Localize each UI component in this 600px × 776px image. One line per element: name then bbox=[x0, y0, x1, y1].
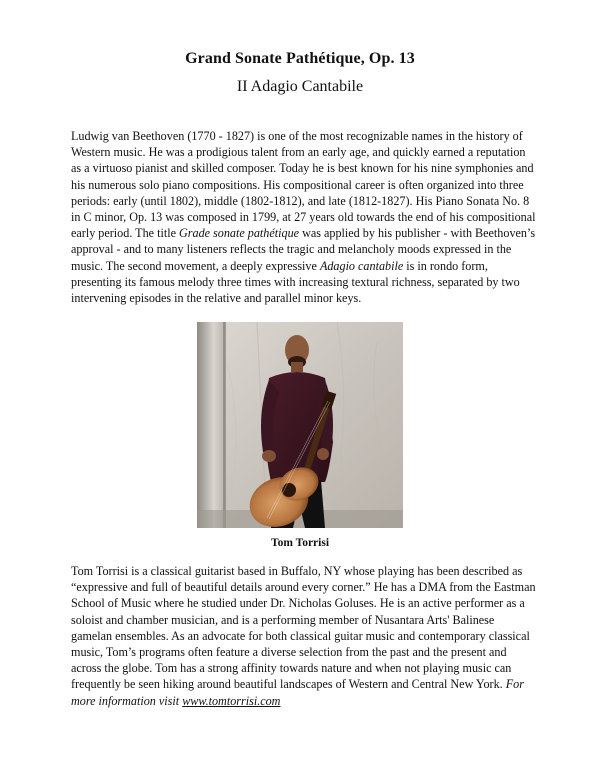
program-note-title-italic: Grade sonate pathétique bbox=[179, 226, 300, 241]
more-info-text: For more information visit bbox=[71, 677, 524, 708]
program-note-text-3: is in rondo form, presenting its famous melody three times with increasing textural richness, separated by two intervening episodes in the relative and parallel minor keys. bbox=[71, 258, 520, 306]
performer-photo-illustration bbox=[197, 322, 403, 528]
bio-text: Tom Torrisi is a classical guitarist based in Buffalo, NY whose playing has been described as “expressive and full of beautiful details around every corner.” He has a DMA from the Eastman School of Music where he studied under Dr. Nicholas Goluses. He is an active performer as a soloist and chamber musician, and is a performing member of Nusantara Arts' Balinese gamelan ensembles. As an advocate for both classical guitar music and contemporary classical music, Tom’s programs often feature a diverse selection from the past and the present and across the globe. Tom has a strong affinity towards nature and when not playing music can frequently be seen hiking around beautiful landscapes of Western and Central New York. bbox=[71, 564, 536, 692]
performer-photo bbox=[197, 322, 403, 528]
program-note-paragraph bbox=[71, 128, 537, 306]
website-link[interactable]: www.tomtorrisi.com bbox=[182, 693, 281, 708]
program-note-text-1: Ludwig van Beethoven (1770 - 1827) is one of the most recognizable names in the history of Western music. He was a prodigious talent from an early age, and quickly earned a reputation as a virtuoso pianist and skilled composer. Today he is best known for his nine symphonies and his numerous solo piano compositions. His compositional career is often organized into three periods: early (until 1802), middle (1802-1812), and late (1812-1827). His Piano Sonata No. 8 in C minor, Op. 13 was composed in 1799, at 27 years old towards the end of his compositional early period. The title bbox=[71, 129, 536, 241]
bio-paragraph bbox=[71, 563, 537, 709]
program-note-movement-italic: Adagio cantabile bbox=[319, 258, 404, 273]
piece-title: Grand Sonate Pathétique, Op. 13 bbox=[185, 50, 415, 67]
program-note-text-2: was applied by his publisher - with Beethoven’s approval - and to many listeners reflects the tragic and melancholy moods expressed in the music. The second movement, a deeply expressive bbox=[71, 226, 536, 273]
movement-subtitle: II Adagio Cantabile bbox=[236, 78, 364, 95]
photo-caption: Tom Torrisi bbox=[270, 537, 330, 549]
